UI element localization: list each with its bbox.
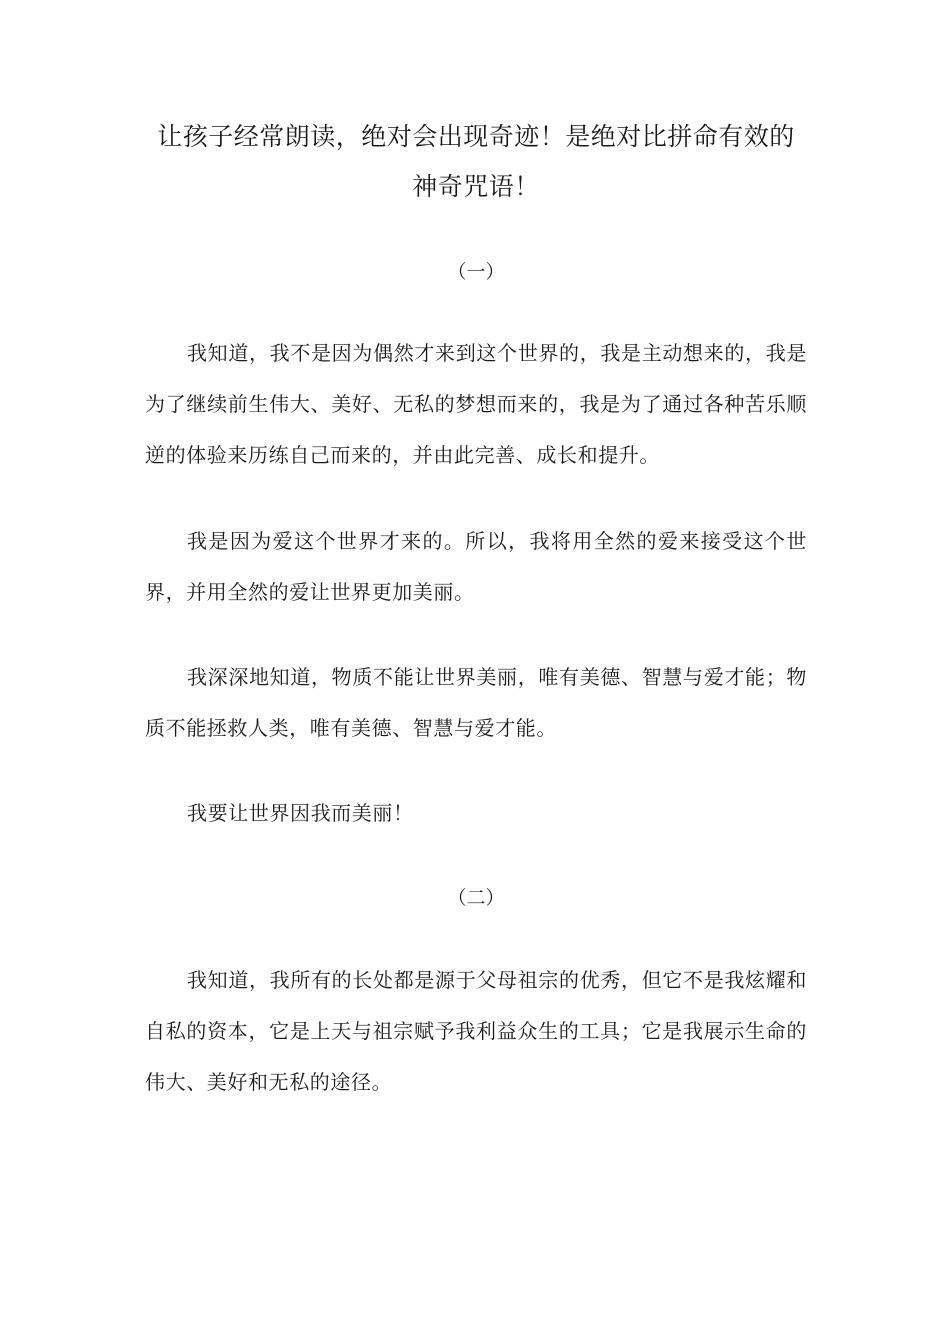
section-heading-2: （二）	[447, 887, 505, 909]
paragraph: 我要让世界因我而美丽！	[187, 801, 414, 825]
paragraph: 我是因为爱这个世界才来的。所以，我将用全然的爱来接受这个世界，并用全然的爱让世界更加美丽。	[145, 529, 807, 604]
document-title: 让孩子经常朗读，绝对会出现奇迹！是绝对比拼命有效的神奇咒语！	[157, 122, 795, 201]
section-heading-1: （一）	[447, 261, 505, 283]
paragraph: 我知道，我不是因为偶然才来到这个世界的，我是主动想来的，我是为了继续前生伟大、美好、无私的梦想而来的，我是为了通过各种苦乐顺逆的体验来历练自己而来的，并由此完善、成长和提升。	[145, 341, 807, 467]
paragraph: 我深深地知道，物质不能让世界美丽，唯有美德、智慧与爱才能；物质不能拯救人类，唯有美德、智慧与爱才能。	[145, 665, 807, 740]
paragraph: 我知道，我所有的长处都是源于父母祖宗的优秀，但它不是我炫耀和自私的资本，它是上天与祖宗赋予我利益众生的工具；它是我展示生命的伟大、美好和无私的途径。	[145, 968, 807, 1094]
